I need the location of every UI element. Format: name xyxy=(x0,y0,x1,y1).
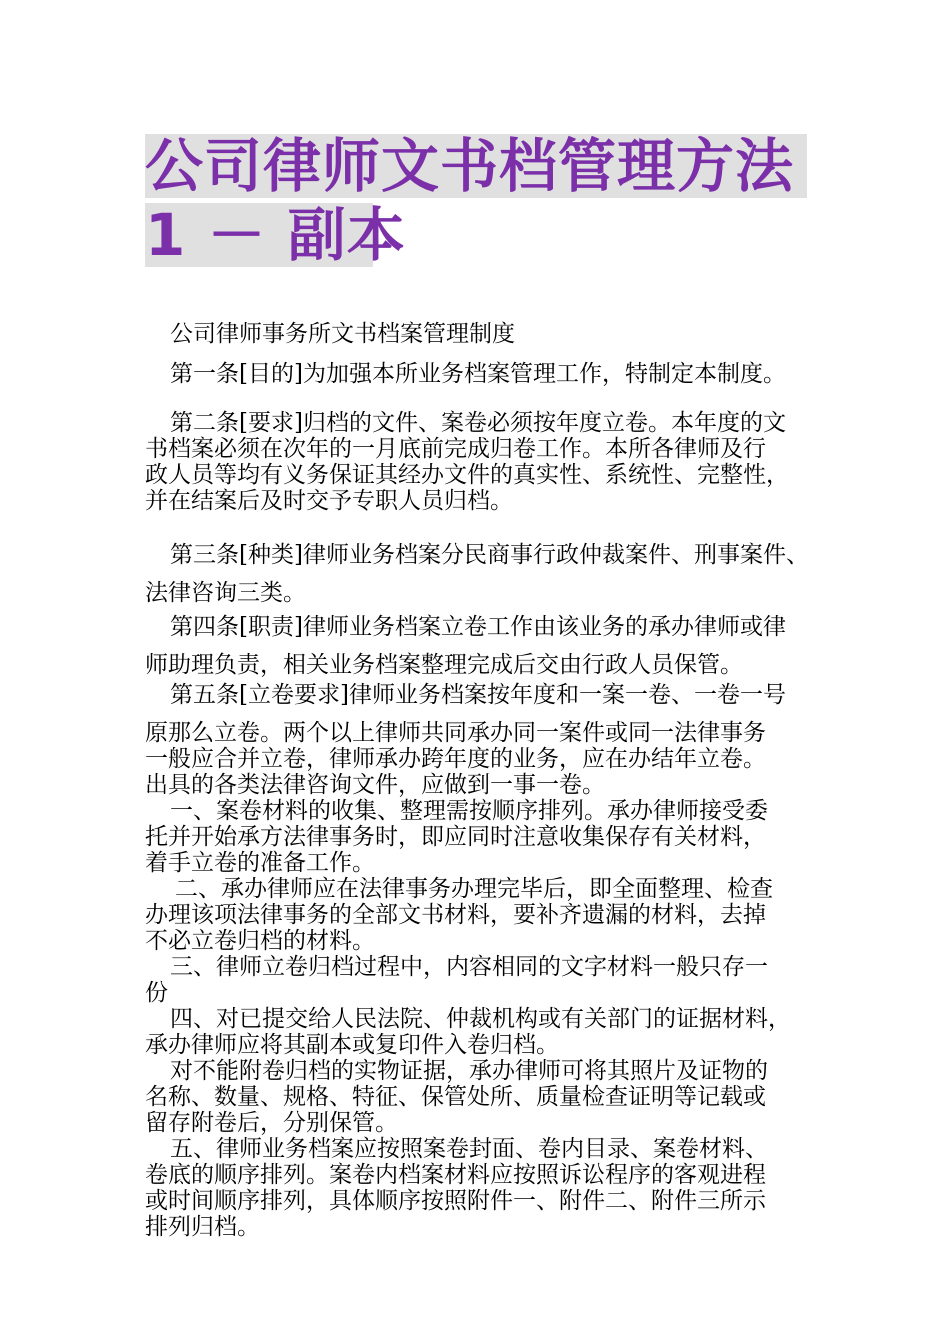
text-line: 政人员等均有义务保证其经办文件的真实性、系统性、完整性， xyxy=(145,462,789,488)
article-3 xyxy=(145,536,821,612)
text-line: 五、律师业务档案应按照案卷封面、卷内目录、案卷材料、 xyxy=(170,1136,768,1162)
text-line: 或时间顺序排列，具体顺序按照附件一、附件二、附件三所示 xyxy=(145,1188,766,1214)
text-line: 不必立卷归档的材料。 xyxy=(145,928,375,954)
text-line: 托并开始承方法律事务时，即应同时注意收集保存有关材料， xyxy=(145,824,766,850)
document-title-line-2: 1 － 副本 xyxy=(145,201,406,269)
text-line: 第四条[职责]律师业务档案立卷工作由该业务的承办律师或律 xyxy=(170,614,786,640)
text-line: 三、律师立卷归档过程中，内容相同的文字材料一般只存一 xyxy=(170,954,768,980)
text-line: 四、对已提交给人民法院、仲裁机构或有关部门的证据材料， xyxy=(170,1006,791,1032)
text-line: 份 xyxy=(145,980,168,1006)
document-heading: 公司律师事务所文书档案管理制度 xyxy=(170,321,515,347)
text-line: 第五条[立卷要求]律师业务档案按年度和一案一卷、一卷一号 xyxy=(170,682,786,708)
text-line: 二、承办律师应在法律事务办理完毕后，即全面整理、检查 xyxy=(175,876,773,902)
text-line: 第二条[要求]归档的文件、案卷必须按年度立卷。本年度的文 xyxy=(170,410,786,436)
text-line: 法律咨询三类。 xyxy=(145,580,306,606)
article-4 xyxy=(145,608,821,684)
text-line: 对不能附卷归档的实物证据，承办律师可将其照片及证物的 xyxy=(170,1058,768,1084)
text-line: 第一条[目的]为加强本所业务档案管理工作，特制定本制度。 xyxy=(170,361,786,387)
article-5 xyxy=(145,682,821,1240)
text-line: 出具的各类法律咨询文件，应做到一事一卷。 xyxy=(145,772,605,798)
text-line: 原那么立卷。两个以上律师共同承办同一案件或同一法律事务 xyxy=(145,720,766,746)
text-line: 卷底的顺序排列。案卷内档案材料应按照诉讼程序的客观进程 xyxy=(145,1162,766,1188)
text-line: 承办律师应将其副本或复印件入卷归档。 xyxy=(145,1032,559,1058)
article-1 xyxy=(170,361,846,387)
text-line: 师助理负责，相关业务档案整理完成后交由行政人员保管。 xyxy=(145,652,743,678)
text-line: 办理该项法律事务的全部文书材料，要补齐遗漏的材料，去掉 xyxy=(145,902,766,928)
text-line: 第三条[种类]律师业务档案分民商事行政仲裁案件、刑事案件、 xyxy=(170,542,809,568)
article-2 xyxy=(145,410,821,514)
document-title-line-1: 公司律师文书档管理方法 xyxy=(145,134,807,198)
text-line: 着手立卷的准备工作。 xyxy=(145,850,375,876)
text-line: 留存附卷后，分别保管。 xyxy=(145,1110,398,1136)
text-line: 一般应合并立卷，律师承办跨年度的业务，应在办结年立卷。 xyxy=(145,746,766,772)
text-line: 并在结案后及时交予专职人员归档。 xyxy=(145,488,513,514)
text-line: 一、案卷材料的收集、整理需按顺序排列。承办律师接受委 xyxy=(170,798,768,824)
text-line: 名称、数量、规格、特征、保管处所、质量检查证明等记载或 xyxy=(145,1084,766,1110)
text-line: 书档案必须在次年的一月底前完成归卷工作。本所各律师及行 xyxy=(145,436,766,462)
text-line: 排列归档。 xyxy=(145,1214,260,1240)
